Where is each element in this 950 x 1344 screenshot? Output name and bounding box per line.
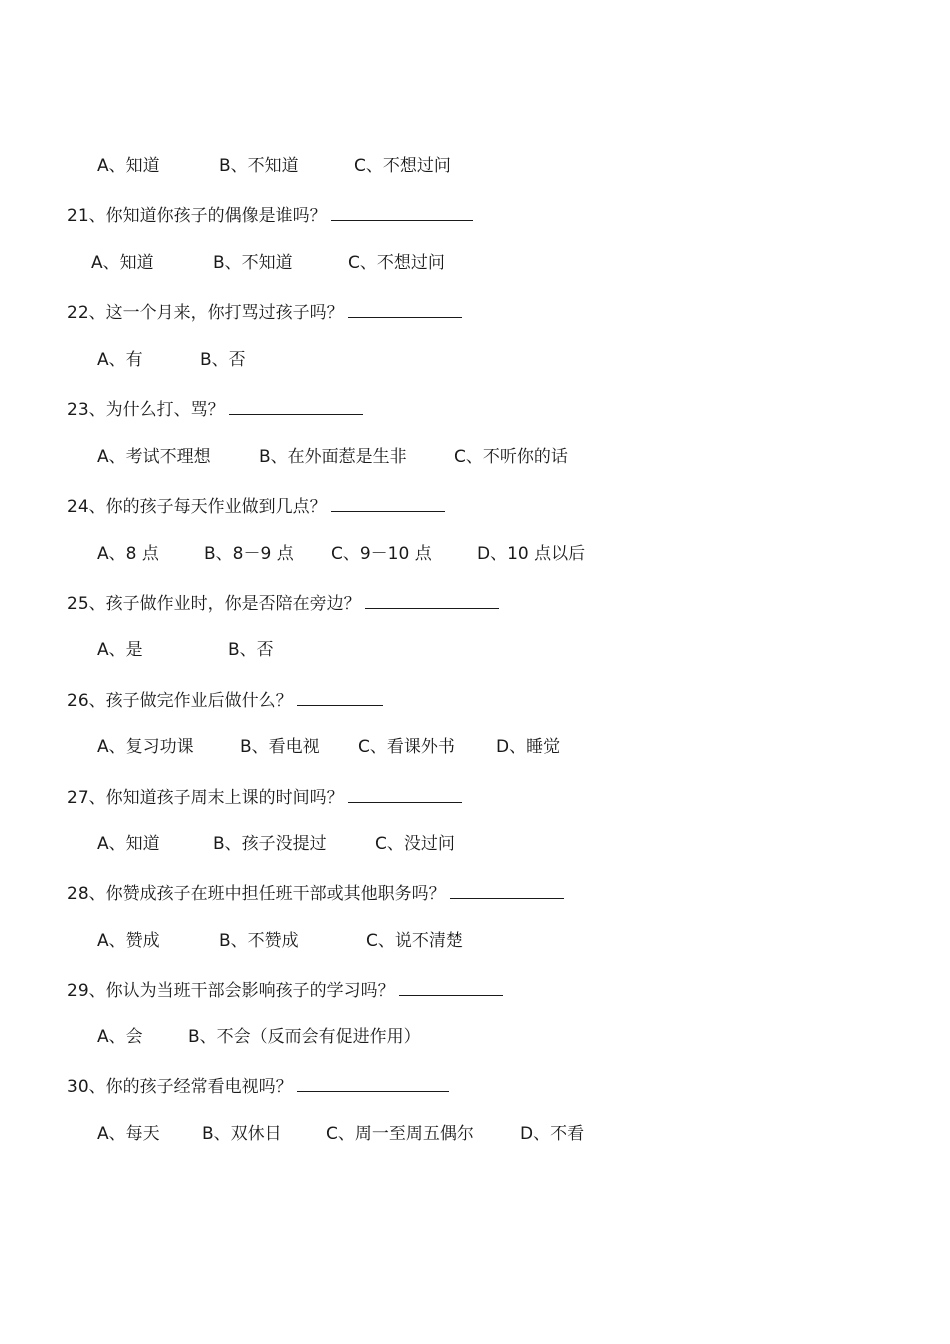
question-text: 27、你知道孩子周末上课的时间吗？ (67, 788, 344, 808)
option-b: B、否 (200, 350, 246, 370)
option-c: C、说不清楚 (366, 931, 463, 951)
question-text: 23、为什么打、骂？ (67, 400, 225, 420)
question-text: 28、你赞成孩子在班中担任班干部或其他职务吗？ (67, 884, 446, 904)
question-text: 30、你的孩子经常看电视吗？ (67, 1077, 293, 1097)
option-a: A、知道 (97, 156, 160, 176)
option-d: D、睡觉 (496, 737, 561, 757)
option-a: A、考试不理想 (97, 447, 211, 467)
option-b: B、不知道 (213, 253, 293, 273)
question-25 (67, 590, 499, 614)
option-a: A、每天 (97, 1124, 160, 1144)
option-c: C、周一至周五偶尔 (326, 1124, 474, 1144)
option-b: B、否 (228, 640, 274, 660)
option-a: A、复习功课 (97, 737, 194, 757)
question-text: 21、你知道你孩子的偶像是谁吗？ (67, 206, 327, 226)
option-a: A、有 (97, 350, 143, 370)
answer-blank[interactable] (348, 299, 462, 318)
question-27 (67, 784, 462, 808)
answer-blank[interactable] (331, 493, 445, 512)
question-text: 26、孩子做完作业后做什么？ (67, 691, 293, 711)
option-b: B、不赞成 (219, 931, 299, 951)
option-b: B、不知道 (219, 156, 299, 176)
answer-blank[interactable] (297, 1073, 449, 1092)
option-a: A、是 (97, 640, 143, 660)
question-29 (67, 977, 503, 1001)
question-22 (67, 299, 462, 323)
question-26 (67, 687, 383, 711)
option-d: D、10 点以后 (477, 544, 586, 564)
question-text: 22、这一个月来，你打骂过孩子吗？ (67, 303, 344, 323)
answer-blank[interactable] (297, 687, 383, 706)
question-text: 24、你的孩子每天作业做到几点？ (67, 497, 327, 517)
question-21 (67, 202, 473, 226)
option-b: B、在外面惹是生非 (259, 447, 407, 467)
answer-blank[interactable] (229, 396, 363, 415)
question-23 (67, 396, 363, 420)
option-b: B、孩子没提过 (213, 834, 327, 854)
option-c: C、看课外书 (358, 737, 455, 757)
option-c: C、不听你的话 (454, 447, 568, 467)
answer-blank[interactable] (450, 880, 564, 899)
option-a: A、知道 (91, 253, 154, 273)
answer-blank[interactable] (331, 202, 473, 221)
option-b: B、不会（反而会有促进作用） (188, 1027, 421, 1047)
option-c: C、不想过问 (354, 156, 451, 176)
question-30 (67, 1073, 449, 1097)
question-28 (67, 880, 564, 904)
option-a: A、赞成 (97, 931, 160, 951)
option-c: C、不想过问 (348, 253, 445, 273)
answer-blank[interactable] (399, 977, 503, 996)
answer-blank[interactable] (348, 784, 462, 803)
option-c: C、9－10 点 (331, 544, 432, 564)
option-d: D、不看 (520, 1124, 585, 1144)
question-text: 29、你认为当班干部会影响孩子的学习吗？ (67, 981, 395, 1001)
option-b: B、8－9 点 (204, 544, 294, 564)
option-a: A、知道 (97, 834, 160, 854)
option-c: C、没过问 (375, 834, 455, 854)
option-b: B、看电视 (240, 737, 320, 757)
option-b: B、双休日 (202, 1124, 282, 1144)
question-text: 25、孩子做作业时，你是否陪在旁边？ (67, 594, 361, 614)
question-24 (67, 493, 445, 517)
option-a: A、8 点 (97, 544, 159, 564)
answer-blank[interactable] (365, 590, 499, 609)
option-a: A、会 (97, 1027, 143, 1047)
